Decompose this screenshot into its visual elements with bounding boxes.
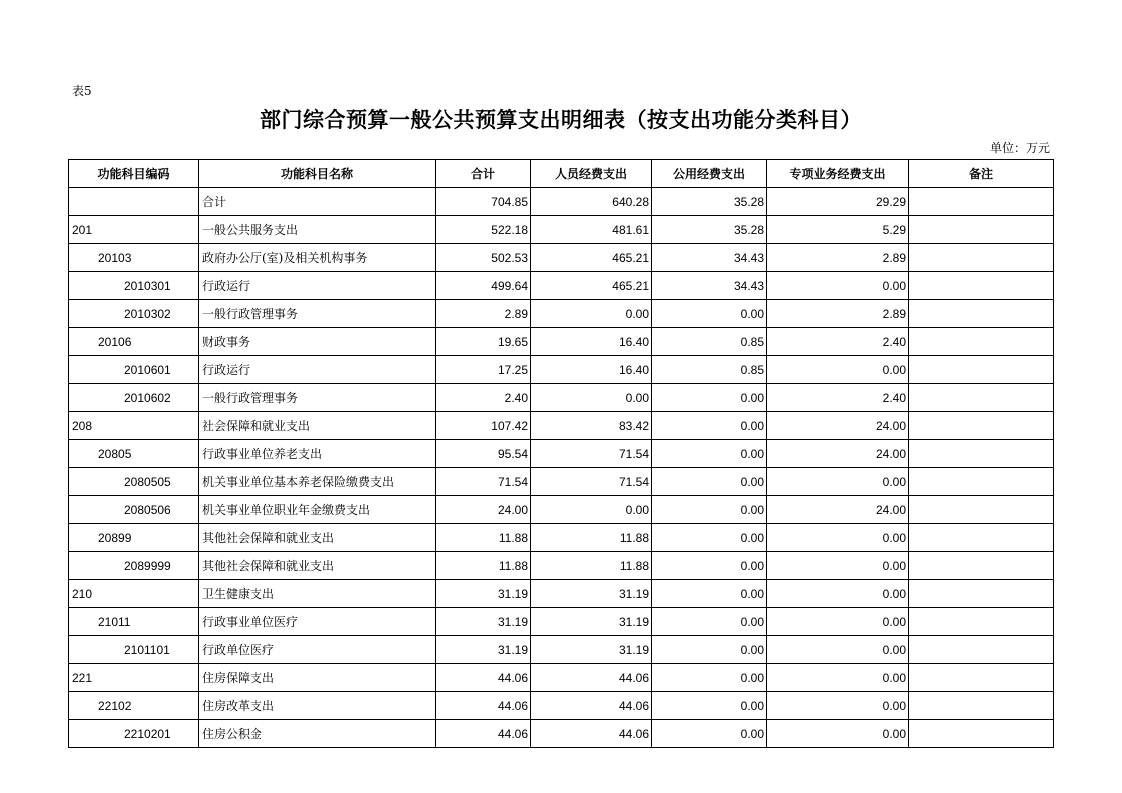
table-row xyxy=(69,384,1054,412)
unit-label: 单位：万元 xyxy=(989,141,1050,155)
cell-name: 行政单位医疗 xyxy=(199,636,436,664)
cell-personnel: 16.40 xyxy=(531,356,652,384)
budget-table xyxy=(68,159,1054,748)
cell-special: 0.00 xyxy=(767,692,909,720)
cell-public: 34.43 xyxy=(652,244,767,272)
header-personnel: 人员经费支出 xyxy=(531,160,652,188)
table-row xyxy=(69,720,1054,748)
cell-remark xyxy=(909,300,1054,328)
cell-code: 2080506 xyxy=(69,496,199,524)
cell-name: 一般行政管理事务 xyxy=(199,384,436,412)
cell-code: 210 xyxy=(69,580,199,608)
page-title: 部门综合预算一般公共预算支出明细表（按支出功能分类科目） xyxy=(260,107,862,132)
cell-special: 0.00 xyxy=(767,356,909,384)
cell-special: 2.40 xyxy=(767,384,909,412)
table-row xyxy=(69,272,1054,300)
cell-remark xyxy=(909,188,1054,216)
table-row xyxy=(69,468,1054,496)
cell-total: 44.06 xyxy=(436,664,531,692)
header-remark: 备注 xyxy=(909,160,1054,188)
cell-name: 行政事业单位养老支出 xyxy=(199,440,436,468)
cell-public: 0.00 xyxy=(652,664,767,692)
cell-personnel: 640.28 xyxy=(531,188,652,216)
cell-code: 221 xyxy=(69,664,199,692)
cell-code: 2010602 xyxy=(69,384,199,412)
cell-code: 22102 xyxy=(69,692,199,720)
cell-total: 31.19 xyxy=(436,580,531,608)
table-row xyxy=(69,188,1054,216)
table-row xyxy=(69,328,1054,356)
cell-name: 行政运行 xyxy=(199,356,436,384)
cell-personnel: 465.21 xyxy=(531,244,652,272)
cell-personnel: 44.06 xyxy=(531,720,652,748)
cell-code: 2010302 xyxy=(69,300,199,328)
cell-total: 44.06 xyxy=(436,692,531,720)
cell-personnel: 83.42 xyxy=(531,412,652,440)
cell-special: 24.00 xyxy=(767,496,909,524)
cell-personnel: 11.88 xyxy=(531,524,652,552)
table-body xyxy=(69,188,1054,748)
cell-total: 502.53 xyxy=(436,244,531,272)
cell-public: 0.85 xyxy=(652,328,767,356)
cell-code: 21011 xyxy=(69,608,199,636)
cell-name: 卫生健康支出 xyxy=(199,580,436,608)
cell-name: 合计 xyxy=(199,188,436,216)
header-row xyxy=(69,160,1054,188)
cell-special: 0.00 xyxy=(767,636,909,664)
cell-personnel: 44.06 xyxy=(531,692,652,720)
table-row xyxy=(69,580,1054,608)
cell-remark xyxy=(909,552,1054,580)
table-row xyxy=(69,244,1054,272)
cell-personnel: 31.19 xyxy=(531,636,652,664)
cell-total: 522.18 xyxy=(436,216,531,244)
cell-remark xyxy=(909,608,1054,636)
cell-total: 71.54 xyxy=(436,468,531,496)
cell-public: 0.00 xyxy=(652,608,767,636)
cell-public: 0.00 xyxy=(652,440,767,468)
table-row xyxy=(69,664,1054,692)
header-code: 功能科目编码 xyxy=(69,160,199,188)
cell-public: 0.00 xyxy=(652,496,767,524)
cell-total: 11.88 xyxy=(436,552,531,580)
cell-personnel: 465.21 xyxy=(531,272,652,300)
cell-public: 0.00 xyxy=(652,692,767,720)
cell-personnel: 71.54 xyxy=(531,468,652,496)
cell-total: 24.00 xyxy=(436,496,531,524)
table-row xyxy=(69,356,1054,384)
table-row xyxy=(69,692,1054,720)
table-row xyxy=(69,300,1054,328)
cell-code: 208 xyxy=(69,412,199,440)
cell-name: 政府办公厅(室)及相关机构事务 xyxy=(199,244,436,272)
cell-code: 2089999 xyxy=(69,552,199,580)
cell-public: 34.43 xyxy=(652,272,767,300)
header-special: 专项业务经费支出 xyxy=(767,160,909,188)
cell-name: 社会保障和就业支出 xyxy=(199,412,436,440)
cell-special: 0.00 xyxy=(767,272,909,300)
table-row xyxy=(69,636,1054,664)
cell-remark xyxy=(909,440,1054,468)
cell-personnel: 16.40 xyxy=(531,328,652,356)
cell-code: 2101101 xyxy=(69,636,199,664)
cell-personnel: 0.00 xyxy=(531,300,652,328)
cell-personnel: 71.54 xyxy=(531,440,652,468)
cell-personnel: 31.19 xyxy=(531,608,652,636)
cell-remark xyxy=(909,636,1054,664)
cell-total: 11.88 xyxy=(436,524,531,552)
cell-remark xyxy=(909,468,1054,496)
cell-total: 107.42 xyxy=(436,412,531,440)
cell-public: 0.00 xyxy=(652,580,767,608)
cell-remark xyxy=(909,720,1054,748)
cell-remark xyxy=(909,244,1054,272)
cell-public: 0.00 xyxy=(652,636,767,664)
table-row xyxy=(69,216,1054,244)
cell-public: 35.28 xyxy=(652,216,767,244)
cell-total: 31.19 xyxy=(436,608,531,636)
cell-total: 95.54 xyxy=(436,440,531,468)
cell-code: 2210201 xyxy=(69,720,199,748)
table-row xyxy=(69,608,1054,636)
cell-code: 20899 xyxy=(69,524,199,552)
table-label: 表5 xyxy=(72,84,92,98)
table-row xyxy=(69,524,1054,552)
cell-special: 0.00 xyxy=(767,664,909,692)
cell-total: 2.40 xyxy=(436,384,531,412)
cell-public: 0.00 xyxy=(652,524,767,552)
cell-special: 0.00 xyxy=(767,524,909,552)
cell-public: 0.00 xyxy=(652,300,767,328)
cell-remark xyxy=(909,328,1054,356)
cell-remark xyxy=(909,384,1054,412)
cell-special: 2.40 xyxy=(767,328,909,356)
cell-remark xyxy=(909,692,1054,720)
cell-name: 机关事业单位基本养老保险缴费支出 xyxy=(199,468,436,496)
cell-special: 0.00 xyxy=(767,580,909,608)
cell-public: 35.28 xyxy=(652,188,767,216)
cell-public: 0.85 xyxy=(652,356,767,384)
cell-total: 17.25 xyxy=(436,356,531,384)
cell-remark xyxy=(909,216,1054,244)
cell-remark xyxy=(909,412,1054,440)
cell-name: 财政事务 xyxy=(199,328,436,356)
cell-total: 2.89 xyxy=(436,300,531,328)
cell-remark xyxy=(909,524,1054,552)
cell-special: 0.00 xyxy=(767,608,909,636)
cell-code xyxy=(69,188,199,216)
cell-special: 0.00 xyxy=(767,552,909,580)
cell-public: 0.00 xyxy=(652,384,767,412)
header-public: 公用经费支出 xyxy=(652,160,767,188)
cell-public: 0.00 xyxy=(652,412,767,440)
cell-special: 5.29 xyxy=(767,216,909,244)
cell-code: 2010601 xyxy=(69,356,199,384)
cell-special: 29.29 xyxy=(767,188,909,216)
cell-name: 行政事业单位医疗 xyxy=(199,608,436,636)
cell-name: 住房公积金 xyxy=(199,720,436,748)
cell-public: 0.00 xyxy=(652,720,767,748)
cell-remark xyxy=(909,496,1054,524)
cell-special: 0.00 xyxy=(767,468,909,496)
cell-special: 0.00 xyxy=(767,720,909,748)
cell-total: 44.06 xyxy=(436,720,531,748)
cell-special: 2.89 xyxy=(767,300,909,328)
cell-remark xyxy=(909,356,1054,384)
cell-total: 704.85 xyxy=(436,188,531,216)
cell-name: 行政运行 xyxy=(199,272,436,300)
cell-code: 20103 xyxy=(69,244,199,272)
cell-personnel: 0.00 xyxy=(531,496,652,524)
cell-code: 2010301 xyxy=(69,272,199,300)
cell-personnel: 44.06 xyxy=(531,664,652,692)
cell-name: 机关事业单位职业年金缴费支出 xyxy=(199,496,436,524)
table-row xyxy=(69,440,1054,468)
cell-name: 住房保障支出 xyxy=(199,664,436,692)
cell-personnel: 11.88 xyxy=(531,552,652,580)
cell-code: 2080505 xyxy=(69,468,199,496)
cell-code: 20106 xyxy=(69,328,199,356)
cell-personnel: 481.61 xyxy=(531,216,652,244)
cell-code: 20805 xyxy=(69,440,199,468)
cell-public: 0.00 xyxy=(652,552,767,580)
cell-total: 31.19 xyxy=(436,636,531,664)
cell-remark xyxy=(909,664,1054,692)
cell-name: 一般行政管理事务 xyxy=(199,300,436,328)
cell-code: 201 xyxy=(69,216,199,244)
header-name: 功能科目名称 xyxy=(199,160,436,188)
cell-special: 24.00 xyxy=(767,440,909,468)
cell-personnel: 0.00 xyxy=(531,384,652,412)
cell-public: 0.00 xyxy=(652,468,767,496)
cell-special: 2.89 xyxy=(767,244,909,272)
header-total: 合计 xyxy=(436,160,531,188)
cell-name: 其他社会保障和就业支出 xyxy=(199,552,436,580)
table-row xyxy=(69,496,1054,524)
cell-remark xyxy=(909,580,1054,608)
cell-total: 19.65 xyxy=(436,328,531,356)
cell-personnel: 31.19 xyxy=(531,580,652,608)
cell-name: 一般公共服务支出 xyxy=(199,216,436,244)
table-row xyxy=(69,412,1054,440)
cell-special: 24.00 xyxy=(767,412,909,440)
cell-name: 其他社会保障和就业支出 xyxy=(199,524,436,552)
cell-remark xyxy=(909,272,1054,300)
table-row xyxy=(69,552,1054,580)
cell-name: 住房改革支出 xyxy=(199,692,436,720)
cell-total: 499.64 xyxy=(436,272,531,300)
